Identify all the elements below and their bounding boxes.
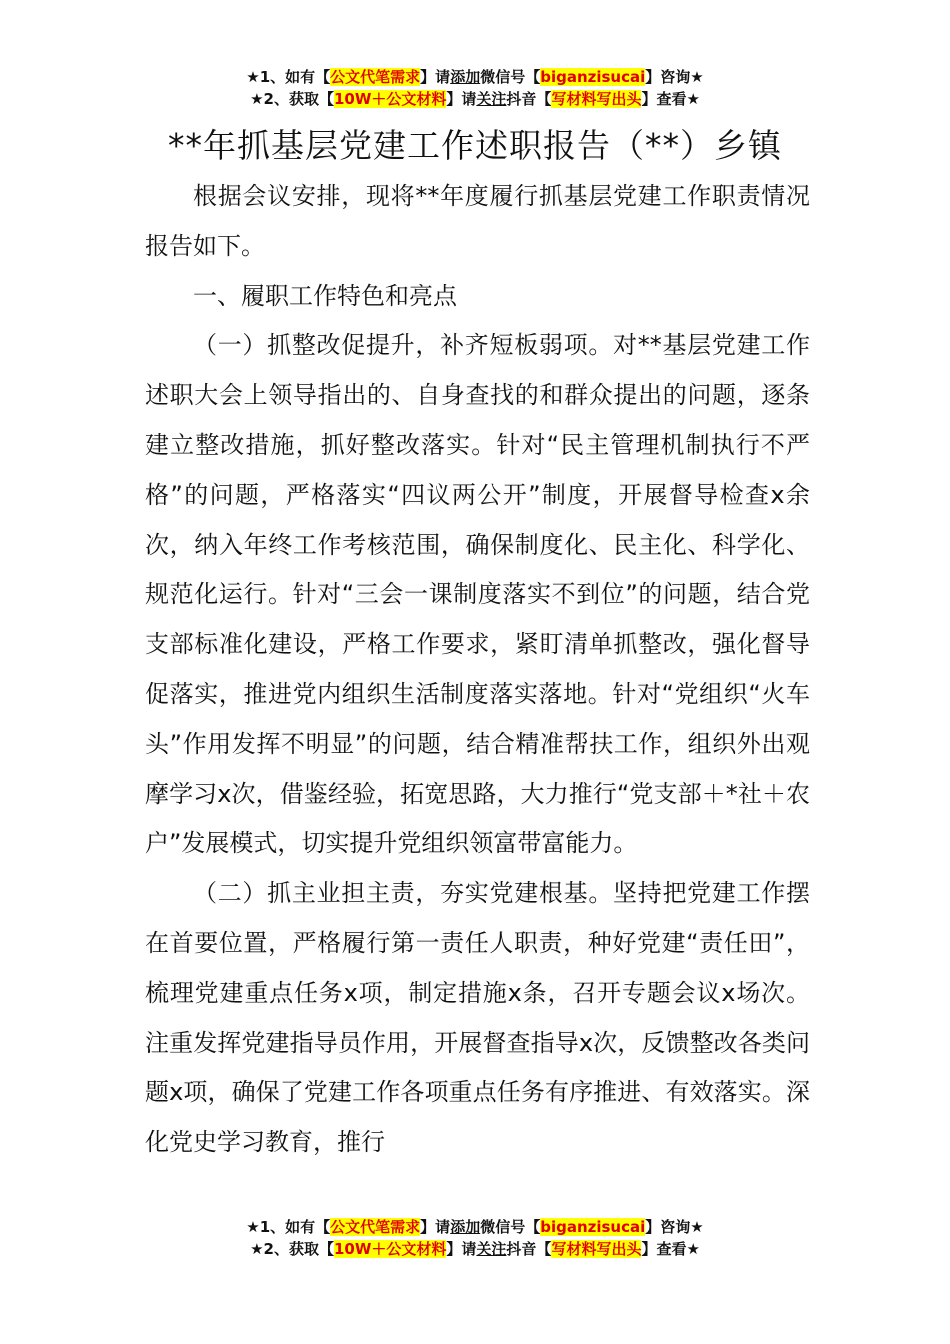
banner-text: 抖音【 bbox=[506, 90, 552, 108]
intro-paragraph: 根据会议安排，现将**年度履行抓基层党建工作职责情况报告如下。 bbox=[145, 182, 810, 260]
banner-text: ★1、如有【 bbox=[246, 68, 331, 86]
banner-line-2 bbox=[0, 1238, 950, 1260]
body-paragraph: （二）抓主业担主责，夯实党建根基。坚持把党建工作摆在首要位置，严格履行第一责任人职责，种好党建“责任田”，梳理党建重点任务x项，制定措施x条，召开专题会议x场次。注重发挥党建指导员作用，开展督查指导x次，反馈整改各类问题x项，确保了党建工作各项重点任务有序推进、有效落实。深化党史学习教育，推行 bbox=[145, 879, 810, 1157]
document-body bbox=[145, 172, 810, 1168]
highlight-text: 10W＋公文材料 bbox=[333, 1240, 447, 1258]
document-title: **年抓基层党建工作述职报告（**）乡镇 bbox=[168, 126, 782, 165]
douyin-account: 写材料写出头 bbox=[551, 1240, 642, 1258]
banner-text: 】请 bbox=[420, 68, 451, 86]
underlined-text: 添加 bbox=[450, 1218, 481, 1236]
underlined-text: 添加 bbox=[450, 68, 481, 86]
banner-text: 微信号【 bbox=[480, 1218, 541, 1236]
banner-text: 】咨询★ bbox=[645, 68, 704, 86]
banner-text: ★1、如有【 bbox=[246, 1218, 331, 1236]
highlight-text: 公文代笔需求 bbox=[330, 68, 421, 86]
banner-text: 】查看★ bbox=[641, 1240, 700, 1258]
banner-text: 】请 bbox=[420, 1218, 451, 1236]
banner-text: ★2、获取【 bbox=[250, 90, 334, 108]
wechat-id: biganzisucai bbox=[540, 68, 646, 86]
banner-text: 】请 bbox=[446, 1240, 477, 1258]
douyin-account: 写材料写出头 bbox=[551, 90, 642, 108]
banner-line-2 bbox=[0, 88, 950, 110]
banner-line-1 bbox=[0, 1216, 950, 1238]
banner-text: 】查看★ bbox=[641, 90, 700, 108]
underlined-text: 关注 bbox=[476, 1240, 507, 1258]
banner-text: 微信号【 bbox=[480, 68, 541, 86]
section-heading: 一、履职工作特色和亮点 bbox=[193, 281, 457, 310]
underlined-text: 关注 bbox=[476, 90, 507, 108]
footer-banner bbox=[0, 1216, 950, 1260]
banner-text: 】咨询★ bbox=[645, 1218, 704, 1236]
banner-text: 】请 bbox=[446, 90, 477, 108]
wechat-id: biganzisucai bbox=[540, 1218, 646, 1236]
header-banner bbox=[0, 66, 950, 110]
highlight-text: 公文代笔需求 bbox=[330, 1218, 421, 1236]
banner-line-1 bbox=[0, 66, 950, 88]
banner-text: 抖音【 bbox=[506, 1240, 552, 1258]
body-paragraph: （一）抓整改促提升，补齐短板弱项。对**基层党建工作述职大会上领导指出的、自身查找的和群众提出的问题，逐条建立整改措施，抓好整改落实。针对“民主管理机制执行不严格”的问题，严格落实“四议两公开”制度，开展督导检查x余次，纳入年终工作考核范围，确保制度化、民主化、科学化、规范化运行。针对“三会一课制度落实不到位”的问题，结合党支部标准化建设，严格工作要求，紧盯清单抓整改，强化督导促落实，推进党内组织生活制度落实落地。针对“党组织“火车头”作用发挥不明显”的问题，结合精准帮扶工作，组织外出观摩学习x次，借鉴经验，拓宽思路，大力推行“党支部＋*社＋农户”发展模式，切实提升党组织领富带富能力。 bbox=[145, 331, 810, 858]
banner-text: ★2、获取【 bbox=[250, 1240, 334, 1258]
highlight-text: 10W＋公文材料 bbox=[333, 90, 447, 108]
